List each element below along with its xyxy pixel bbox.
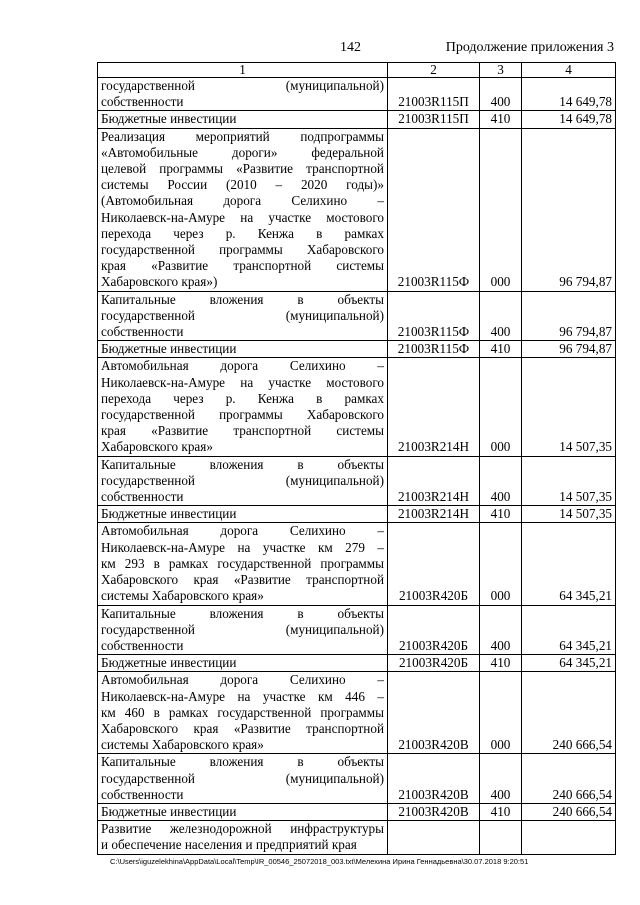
row-name-line: Хабаровского края»: [101, 439, 213, 455]
row-name: [98, 523, 388, 605]
row-expense-type: 000: [480, 128, 522, 291]
row-expense-type: 410: [480, 506, 522, 523]
row-name-line: системы Хабаровского края»: [101, 588, 264, 604]
appendix-table: [97, 62, 616, 855]
table-body: [98, 78, 616, 855]
column-header-2: 2: [388, 63, 480, 78]
continuation-heading: Продолжение приложения 3: [445, 40, 614, 55]
row-name-line: государственной (муниципальной): [101, 621, 384, 637]
row-name-line: Бюджетные инвестиции: [101, 506, 237, 522]
row-name-line: Автомобильная дорога Селихино –: [101, 523, 384, 539]
row-amount: 14 649,78: [522, 78, 616, 111]
row-amount: [522, 821, 616, 854]
row-name-line: собственности: [101, 489, 184, 505]
row-name-line: государственной (муниципальной): [101, 307, 384, 323]
table-row: [98, 111, 616, 128]
row-expense-type: 410: [480, 341, 522, 358]
row-name: [98, 821, 388, 854]
row-name: [98, 506, 388, 523]
table-row: [98, 605, 616, 655]
row-name-line: км 460 в рамках государственной программы: [101, 704, 384, 720]
row-amount: 240 666,54: [522, 754, 616, 804]
row-code: 21003R420Б: [388, 523, 480, 605]
row-name: [98, 605, 388, 655]
row-code: 21003R420Б: [388, 605, 480, 655]
row-name-line: Хабаровского края «Развитие транспортной: [101, 572, 384, 588]
row-name-line: государственной (муниципальной): [101, 770, 384, 786]
row-name-line: Капитальные вложения в объекты: [101, 291, 384, 307]
row-expense-type: 410: [480, 803, 522, 820]
table-row: [98, 341, 616, 358]
page-number: 142: [340, 40, 361, 55]
table-row: [98, 128, 616, 291]
table-row: [98, 78, 616, 111]
table-row: [98, 523, 616, 605]
row-name-line: Бюджетные инвестиции: [101, 655, 237, 671]
row-name-line: собственности: [101, 786, 184, 802]
row-name-line: Автомобильная дорога Селихино –: [101, 358, 384, 374]
row-name-line: системы России (2010 – 2020 годы)»: [101, 177, 384, 193]
row-name-line: «Автомобильные дороги» федеральной: [101, 144, 384, 160]
row-expense-type: 000: [480, 358, 522, 456]
row-expense-type: 000: [480, 672, 522, 754]
row-name-line: Капитальные вложения в объекты: [101, 754, 384, 770]
table-row: [98, 803, 616, 820]
row-amount: 96 794,87: [522, 291, 616, 341]
row-expense-type: 410: [480, 655, 522, 672]
table-row: [98, 456, 616, 506]
row-expense-type: 400: [480, 456, 522, 506]
row-code: 21003R420Б: [388, 655, 480, 672]
row-name-line: Хабаровского края»): [101, 274, 218, 290]
row-expense-type: 400: [480, 605, 522, 655]
row-code: 21003R420В: [388, 754, 480, 804]
table-row: [98, 821, 616, 854]
row-code: 21003R115Ф: [388, 291, 480, 341]
row-code: 21003R115Ф: [388, 341, 480, 358]
row-code: 21003R115П: [388, 78, 480, 111]
row-expense-type: 400: [480, 291, 522, 341]
row-name-line: Реализация мероприятий подпрограммы: [101, 128, 384, 144]
row-name-line: Бюджетные инвестиции: [101, 803, 237, 819]
row-name: [98, 456, 388, 506]
table-row: [98, 655, 616, 672]
row-name: [98, 78, 388, 111]
row-amount: 96 794,87: [522, 128, 616, 291]
row-name: [98, 672, 388, 754]
row-name-line: государственной программы Хабаровского: [101, 407, 384, 423]
row-amount: 240 666,54: [522, 803, 616, 820]
row-amount: 14 649,78: [522, 111, 616, 128]
row-code: [388, 821, 480, 854]
row-name-line: края «Развитие транспортной системы: [101, 423, 384, 439]
row-name: [98, 128, 388, 291]
row-name-line: Николаевск-на-Амуре на участке км 446 –: [101, 688, 384, 704]
row-code: 21003R420В: [388, 803, 480, 820]
row-name-line: и обеспечение населения и предприятий края: [101, 837, 357, 853]
row-name-line: государственной (муниципальной): [101, 78, 384, 93]
row-name: [98, 111, 388, 128]
row-code: 21003R214Н: [388, 456, 480, 506]
row-name-line: Капитальные вложения в объекты: [101, 456, 384, 472]
row-name-line: перехода через р. Кенжа в рамках: [101, 390, 384, 406]
row-name-line: Автомобильная дорога Селихино –: [101, 672, 384, 688]
row-expense-type: 400: [480, 754, 522, 804]
row-name: [98, 803, 388, 820]
row-amount: 14 507,35: [522, 506, 616, 523]
row-name-line: Николаевск-на-Амуре на участке мостового: [101, 209, 384, 225]
row-name-line: Хабаровского края «Развитие транспортной: [101, 720, 384, 736]
row-amount: 64 345,21: [522, 655, 616, 672]
column-header-1: 1: [98, 63, 388, 78]
row-amount: 64 345,21: [522, 523, 616, 605]
row-name: [98, 358, 388, 456]
row-name-line: собственности: [101, 94, 184, 110]
table-row: [98, 754, 616, 804]
table-row: [98, 672, 616, 754]
row-code: 21003R214Н: [388, 506, 480, 523]
row-name-line: Развитие железнодорожной инфраструктуры: [101, 821, 384, 837]
row-name-line: государственной программы Хабаровского: [101, 242, 384, 258]
row-amount: 64 345,21: [522, 605, 616, 655]
row-name-line: государственной (муниципальной): [101, 472, 384, 488]
row-name-line: перехода через р. Кенжа в рамках: [101, 225, 384, 241]
row-name: [98, 754, 388, 804]
row-expense-type: [480, 821, 522, 854]
row-amount: 96 794,87: [522, 341, 616, 358]
row-name-line: (Автомобильная дорога Селихино –: [101, 193, 384, 209]
row-code: 21003R420В: [388, 672, 480, 754]
column-header-3: 3: [480, 63, 522, 78]
row-name-line: целевой программы «Развитие транспортной: [101, 161, 384, 177]
table-row: [98, 358, 616, 456]
row-name: [98, 291, 388, 341]
row-name-line: края «Развитие транспортной системы: [101, 258, 384, 274]
row-name-line: системы Хабаровского края»: [101, 737, 264, 753]
row-code: 21003R115Ф: [388, 128, 480, 291]
row-expense-type: 400: [480, 78, 522, 111]
row-expense-type: 000: [480, 523, 522, 605]
row-expense-type: 410: [480, 111, 522, 128]
row-name-line: км 293 в рамках государственной программы: [101, 555, 384, 571]
row-name: [98, 655, 388, 672]
row-name-line: Капитальные вложения в объекты: [101, 605, 384, 621]
row-amount: 14 507,35: [522, 358, 616, 456]
row-name-line: Бюджетные инвестиции: [101, 111, 237, 127]
row-name-line: Николаевск-на-Амуре на участке мостового: [101, 374, 384, 390]
row-amount: 240 666,54: [522, 672, 616, 754]
row-code: 21003R115П: [388, 111, 480, 128]
file-path-footer: C:\Users\iguzelekhina\AppData\Local\Temp\IR_00546_25072018_003.txt\Мелехина Ирина Геннадьевна\30.07.2018 9:20:51: [110, 857, 529, 866]
row-code: 21003R214Н: [388, 358, 480, 456]
row-name: [98, 341, 388, 358]
column-number-row: [98, 63, 616, 78]
table-row: [98, 506, 616, 523]
column-header-4: 4: [522, 63, 616, 78]
row-name-line: собственности: [101, 637, 184, 653]
row-amount: 14 507,35: [522, 456, 616, 506]
row-name-line: Николаевск-на-Амуре на участке км 279 –: [101, 539, 384, 555]
row-name-line: Бюджетные инвестиции: [101, 341, 237, 357]
table-row: [98, 291, 616, 341]
row-name-line: собственности: [101, 324, 184, 340]
